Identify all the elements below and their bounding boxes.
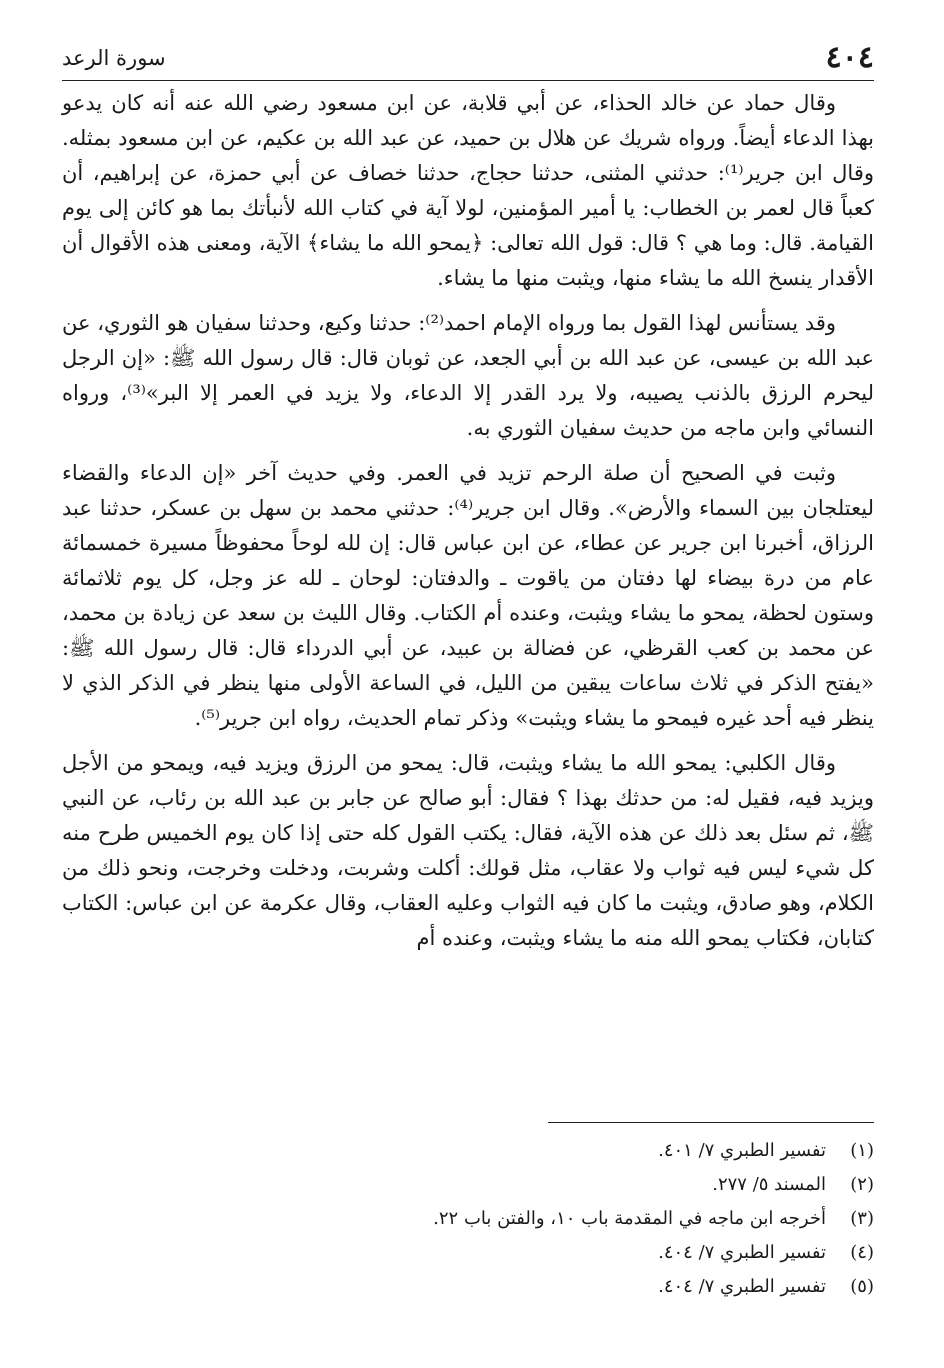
footnote-text: تفسير الطبري ٧/ ٤٠٤.	[658, 1276, 826, 1297]
footnote-text: تفسير الطبري ٧/ ٤٠٤.	[658, 1242, 826, 1263]
footnote-number: (٤)	[850, 1242, 874, 1263]
footnote-number: (٣)	[850, 1208, 874, 1229]
paragraph: وثبت في الصحيح أن صلة الرحم تزيد في العمر. وفي حديث آخر «إن الدعاء والقضاء ليعتلجان بين السماء والأرض». وقال ابن جرير⁽⁴⁾: حدثني محمد بن سهل بن عسكر، حدثنا عبد الرزاق، أخبرنا ابن جرير عن عطاء، عن ابن عباس قال: إن لله لوحاً محفوظاً مسيرة خمسمائة عام من درة بيضاء لها دفتان من ياقوت ـ والدفتان: لوحان ـ لله عز وجل، كل يوم ثلاثمائة وستون لحظة، يمحو ما يشاء ويثبت، وعنده أم الكتاب. وقال الليث بن سعد عن زيادة بن محمد، عن محمد بن كعب القرظي، عن فضالة بن عبيد، عن أبي الدرداء قال: قال رسول الله ﷺ: «يفتح الذكر في ثلاث ساعات يبقين من الليل، في الساعة الأولى منها ينظر في الذكر الذي لا ينظر فيه أحد غيره فيمحو ما يشاء ويثبت» وذكر تمام الحديث، رواه ابن جرير⁽⁵⁾.	[62, 461, 874, 730]
surah-name: سورة الرعد	[62, 46, 166, 70]
header-divider	[62, 80, 874, 81]
footnote	[62, 1134, 874, 1168]
paragraph: وقد يستأنس لهذا القول بما ورواه الإمام احمد⁽²⁾: حدثنا وكيع، وحدثنا سفيان هو الثوري، عن عبد الله بن عيسى، عن عبد الله بن أبي الجعد، عن ثوبان قال: قال رسول الله ﷺ: «إن الرجل ليحرم الرزق بالذنب يصيبه، ولا يرد القدر إلا الدعاء، ولا يزيد في العمر إلا البر»⁽³⁾، ورواه النسائي وابن ماجه من حديث سفيان الثوري به.	[62, 311, 875, 440]
footnote	[62, 1168, 874, 1202]
footnote-number: (٥)	[850, 1276, 874, 1297]
footnote-text: المسند ٥/ ٢٧٧.	[712, 1174, 826, 1195]
footnote-text: تفسير الطبري ٧/ ٤٠١.	[658, 1140, 826, 1161]
footnote-text: أخرجه ابن ماجه في المقدمة باب ١٠، والفتن باب ٢٢.	[433, 1208, 826, 1229]
paragraph: وقال الكلبي: يمحو الله ما يشاء ويثبت، قال: يمحو من الرزق ويزيد فيه، ويمحو من الأجل ويزيد فيه، فقيل له: من حدثك بهذا ؟ فقال: أبو صالح عن جابر بن عبد الله بن رئاب، عن النبي ﷺ، ثم سئل بعد ذلك عن هذه الآية، فقال: يكتب القول كله حتى إذا كان يوم الخميس طرح منه كل شيء ليس فيه ثواب ولا عقاب، مثل قولك: أكلت وشربت، ودخلت وخرجت، ونحو ذلك من الكلام، وهو صادق، ويثبت ما كان فيه الثواب وعليه العقاب، وقال عكرمة عن ابن عباس: الكتاب كتابان، فكتاب يمحو الله منه ما يشاء ويثبت، وعنده أم	[62, 751, 874, 950]
page-header	[62, 38, 874, 78]
footnote	[62, 1202, 874, 1236]
footnotes	[62, 1134, 874, 1304]
paragraph: وقال حماد عن خالد الحذاء، عن أبي قلابة، عن ابن مسعود رضي الله عنه أنه كان يدعو بهذا الدعاء أيضاً. ورواه شريك عن هلال بن حميد، عن عبد الله بن عكيم، عن ابن مسعود بمثله. وقال ابن جرير⁽¹⁾: حدثني المثنى، حدثنا حجاج، حدثنا خصاف عن أبي حمزة، عن إبراهيم، أن كعباً قال لعمر بن الخطاب: يا أمير المؤمنين، لولا آية في كتاب الله لأنبأتك بما هو كائن إلى يوم القيامة. قال: وما هي ؟ قال: قول الله تعالى: ﴿يمحو الله ما يشاء﴾ الآية، ومعنى هذه الأقوال أن الأقدار ينسخ الله ما يشاء منها، ويثبت منها ما يشاء.	[62, 91, 874, 290]
footnote-number: (١)	[850, 1140, 874, 1161]
footnote	[62, 1270, 874, 1304]
page-number: ٤٠٤	[825, 40, 874, 75]
main-text	[62, 86, 874, 956]
footnote-divider	[548, 1122, 874, 1123]
footnote-number: (٢)	[850, 1174, 874, 1195]
footnote	[62, 1236, 874, 1270]
